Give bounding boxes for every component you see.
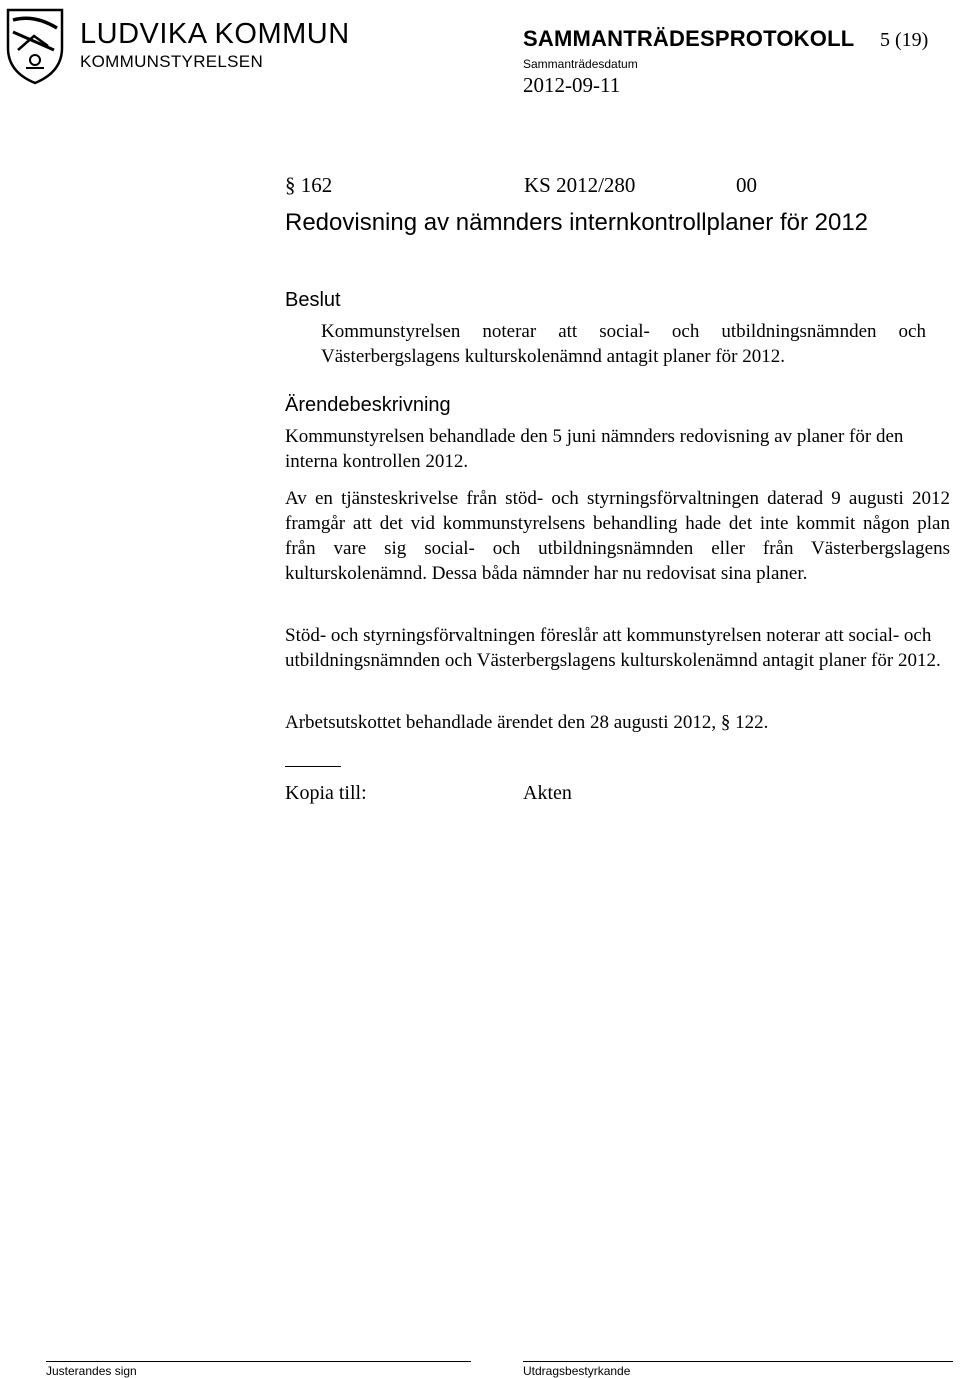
decision-text: Kommunstyrelsen noterar att social- och utbildningsnämnden och Västerbergslagens kulturskolenämnd antagit planer för 2012. [321,321,926,367]
case-description-paragraph-2: Av en tjänsteskrivelse från stöd- och styrningsförvaltningen daterad 9 augusti 2012 framgår att det vid kommunstyrelsens behandling hade det inte kommit någon plan från vare sig social- och utbildningsnämnden eller från Västerbergslagens kulturskolenämnd. Dessa båda nämnder har nu redovisat sina planer. [285,488,950,584]
date-label: Sammanträdesdatum [523,57,638,71]
page-number: 5 (19) [880,29,929,51]
document-type: SAMMANTRÄDESPROTOKOLL [523,26,855,51]
case-number: KS 2012/280 [524,173,636,197]
section-divider [285,766,341,767]
page-title: Redovisning av nämnders internkontrollplaner för 2012 [285,209,869,236]
case-description-paragraph-4: Arbetsutskottet behandlade ärendet den 28 augusti 2012, § 122. [285,712,769,733]
footer-divider-left [46,1361,471,1362]
org-unit: KOMMUNSTYRELSEN [80,52,264,71]
excerpt-certification-label: Utdragsbestyrkande [523,1364,631,1378]
footer-divider-right [523,1361,953,1362]
paragraph-number: § 162 [285,173,333,197]
copy-to-value: Akten [523,782,572,804]
case-description-heading: Ärendebeskrivning [285,394,451,416]
signature-label: Justerandes sign [46,1364,137,1378]
copy-to-label: Kopia till: [285,782,367,804]
decision-heading: Beslut [285,289,341,311]
case-description-paragraph-1: Kommunstyrelsen behandlade den 5 juni nämnders redovisning av planer för den interna kontrollen 2012. [285,426,904,472]
municipal-coat-of-arms-icon [4,6,66,86]
case-description-paragraph-3: Stöd- och styrningsförvaltningen föreslår att kommunstyrelsen noterar att social- och utbildningsnämnden och Västerbergslagens kulturskolenämnd antagit planer för 2012. [285,625,941,671]
date-value: 2012-09-11 [523,73,621,97]
classification-code: 00 [736,173,757,197]
org-name: LUDVIKA KOMMUN [80,18,350,50]
